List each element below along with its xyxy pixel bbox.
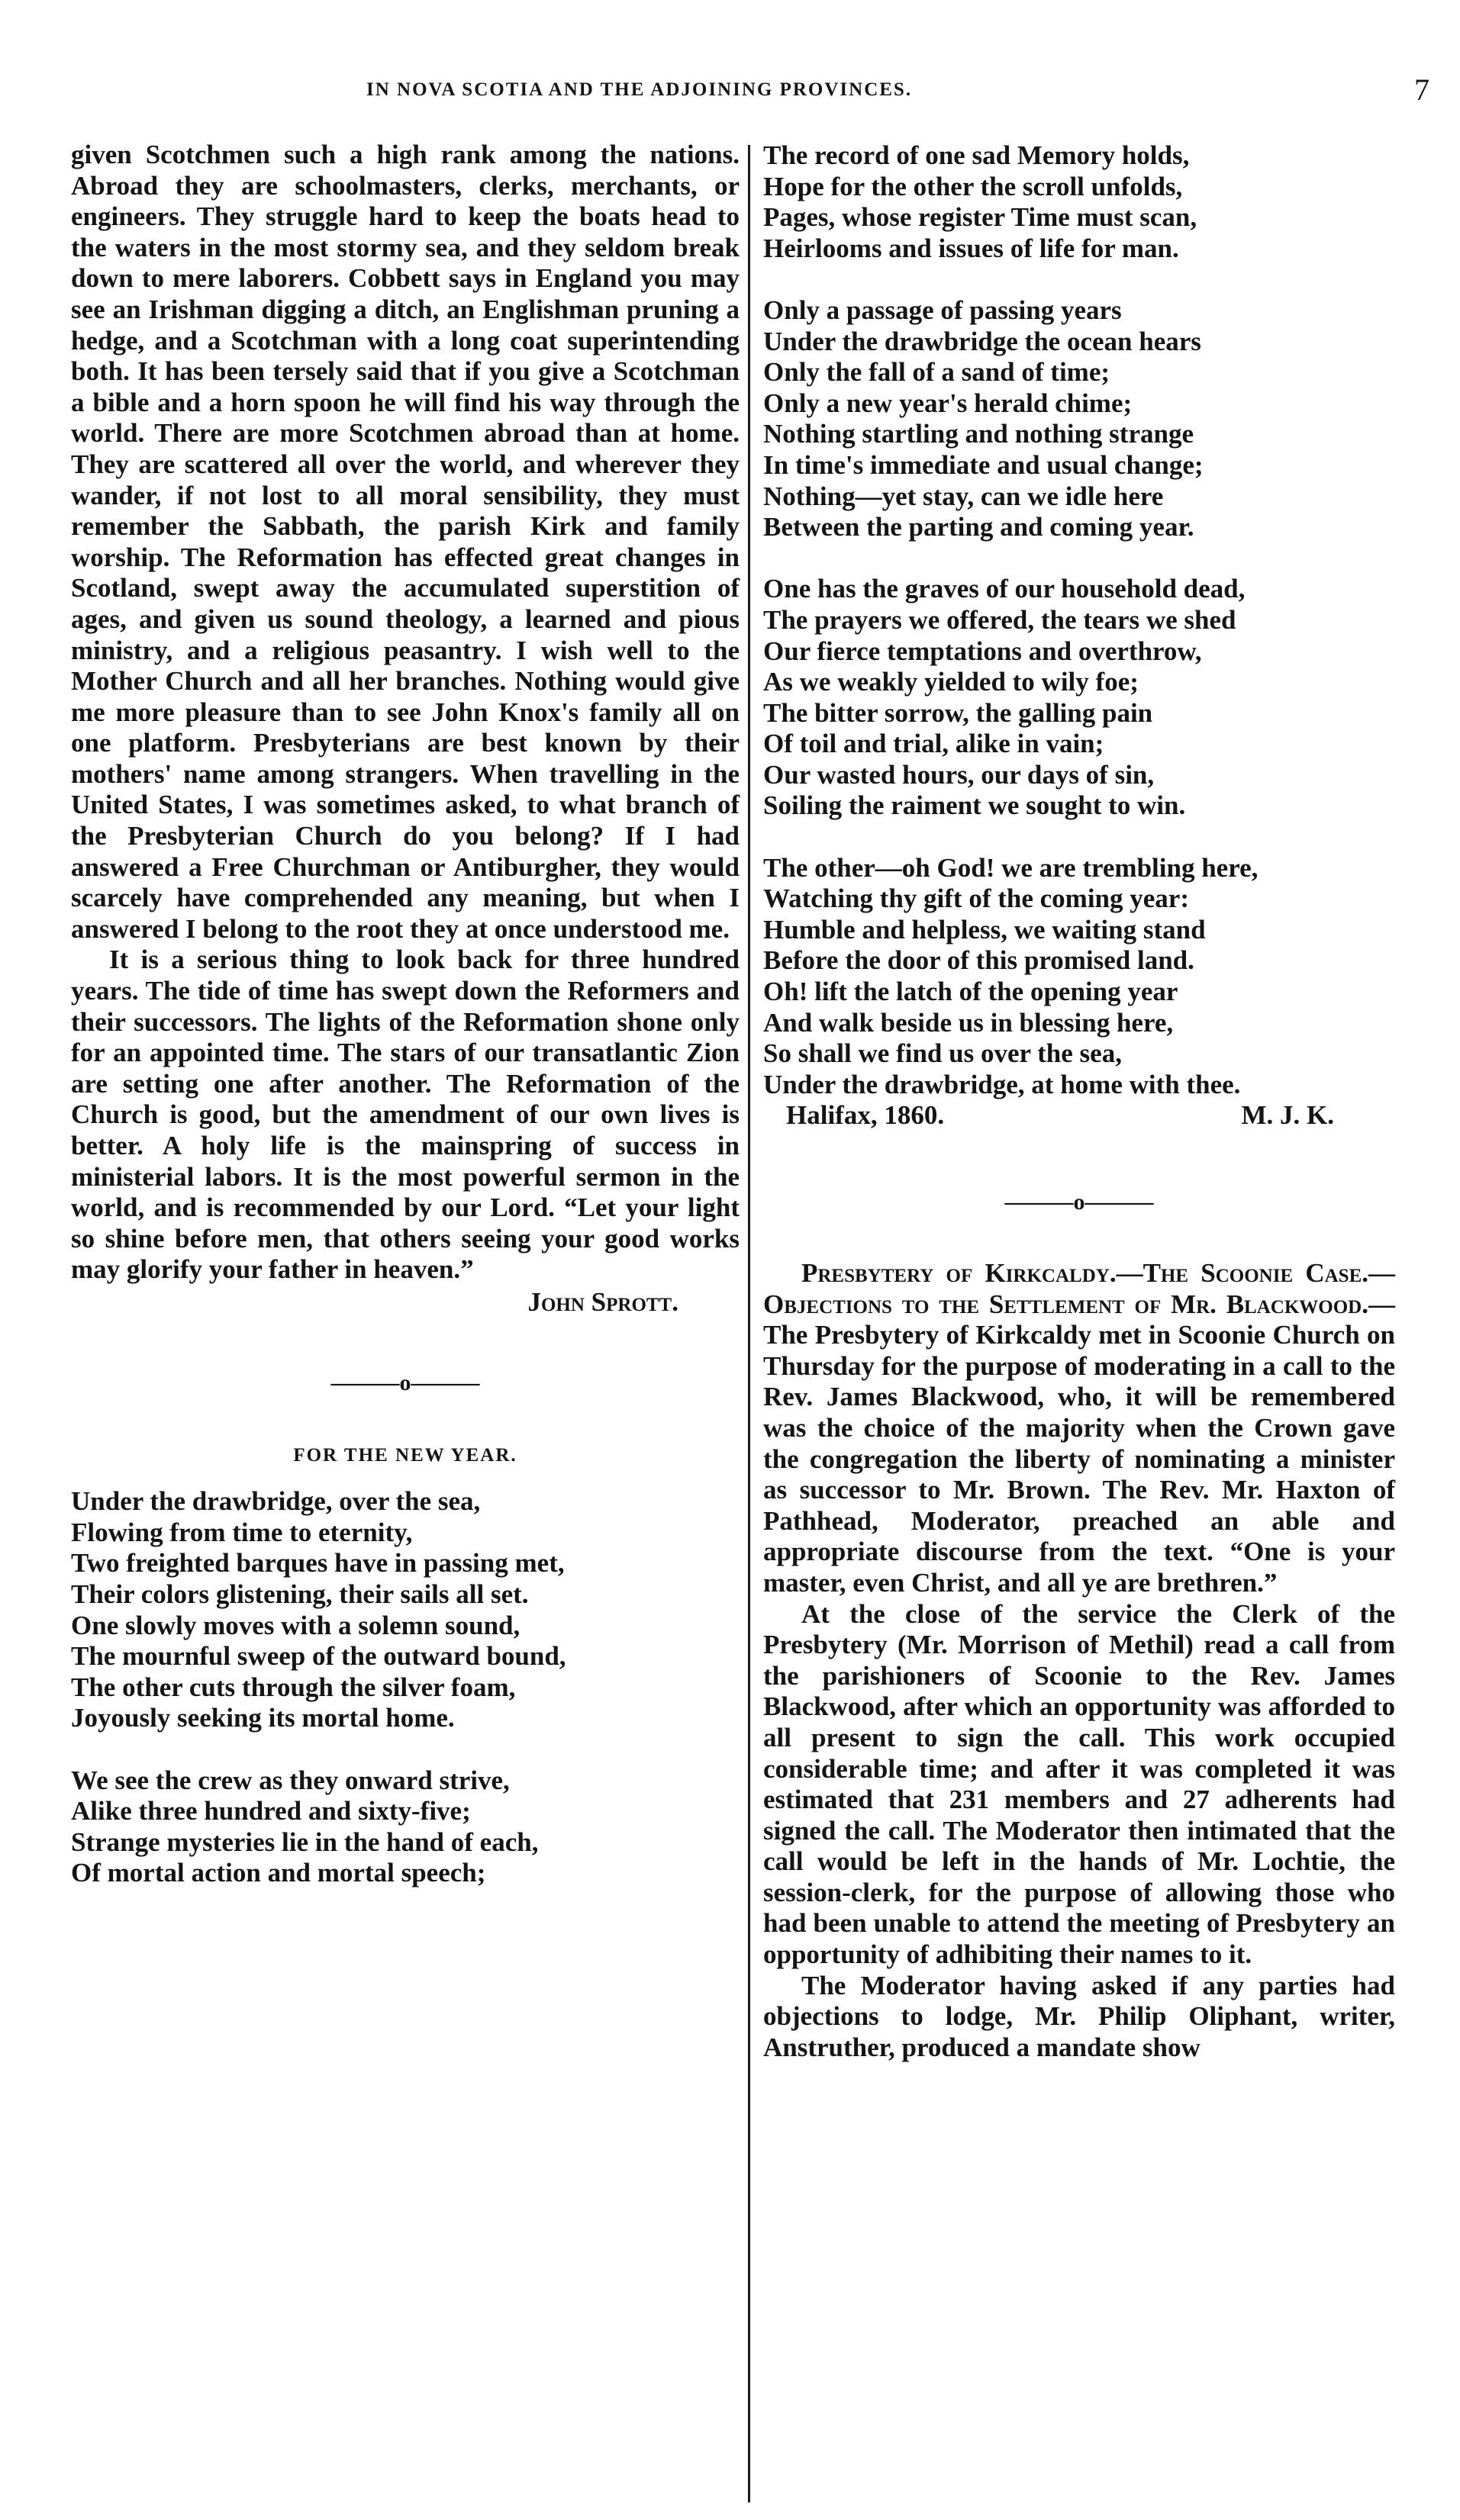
poem-stanza bbox=[763, 295, 1395, 543]
poem-stanza bbox=[763, 574, 1395, 822]
poem-line: Two freighted barques have in passing met, bbox=[71, 1548, 565, 1579]
poem-line: So shall we find us over the sea, bbox=[763, 1038, 1122, 1069]
news-report-paragraph: At the close of the service the Clerk of the Presbytery (Mr. Morrison of Methil) read a call from the parishioners of Scoonie to the Rev. James Blackwood, after which an opportunity was afforded to all present to sign the call. This work occupied considerable time; and after it was completed it was estimated that 231 members and 27 adherents had signed the call. The Moderator then intimated that the call would be left in the hands of Mr. Lochtie, the session-clerk, for the purpose of allowing those who had been unable to attend the meeting of Presbytery an opportunity of adhibiting their names to it. bbox=[763, 1598, 1395, 1970]
poem-line: Humble and helpless, we waiting stand bbox=[763, 914, 1206, 945]
poem-line: Of toil and trial, alike in vain; bbox=[763, 729, 1104, 759]
poem-line: Nothing—yet stay, can we idle here bbox=[763, 481, 1164, 511]
column-rule bbox=[748, 145, 750, 2502]
poem-line: Of mortal action and mortal speech; bbox=[71, 1858, 486, 1888]
poem-line: The other—oh God! we are trembling here, bbox=[763, 852, 1259, 883]
dateline-initials: M. J. K. bbox=[1241, 1100, 1334, 1131]
poem-line: In time's immediate and usual change; bbox=[763, 449, 1204, 480]
poem-line: One slowly moves with a solemn sound, bbox=[71, 1610, 521, 1640]
section-divider: ———o——— bbox=[1004, 1189, 1154, 1215]
poem-line: Under the drawbridge, at home with thee. bbox=[763, 1069, 1241, 1099]
poem-stanza bbox=[71, 1486, 740, 1734]
poem-line: Our wasted hours, our days of sin, bbox=[763, 759, 1155, 790]
poem-line: The other cuts through the silver foam, bbox=[71, 1672, 516, 1702]
essay-paragraph: It is a serious thing to look back for three hundred years. The tide of time has swept down the Reformers and their successors. The lights of the Reformation shone only for an appointed time. The stars of our transatlantic Zion are setting one after another. The Reformation of the Church is good, but the amendment of our own lives is better. A holy life is the mainspring of success in ministerial labors. It is the most powerful sermon in the world, and is recommended by our Lord. “Let your light so shine before men, that others seeing your good works may glorify your father in heaven.” bbox=[71, 945, 740, 1285]
section-divider: ———o——— bbox=[330, 1369, 480, 1395]
poem-line: Watching thy gift of the coming year: bbox=[763, 883, 1189, 914]
news-report-paragraph: The Moderator having asked if any parties had objections to lodge, Mr. Philip Oliphant, writer, Anstruther, produced a mandate show bbox=[763, 1970, 1395, 2062]
poem-stanza bbox=[763, 140, 1395, 264]
poem-line: Nothing startling and nothing strange bbox=[763, 419, 1194, 449]
poem-line: Under the drawbridge, over the sea, bbox=[71, 1486, 481, 1517]
report-text: The Presbytery of Kirkcaldy met in Scoonie Church on Thursday for the purpose of moderating in a call to the Rev. James Blackwood, who, it will be remembered was the choice of the majority when the Crown gave the congregation the liberty of nominating a minister as successor to Mr. Brown. The Rev. Mr. Haxton of Pathhead, Moderator, preached an able and appropriate discourse from the text. “One is your master, even Christ, and all ye are brethren.” bbox=[763, 1320, 1395, 1598]
poem-continued bbox=[763, 140, 1395, 1131]
poem-line: Between the parting and coming year. bbox=[763, 512, 1194, 542]
poem-line: The bitter sorrow, the galling pain bbox=[763, 697, 1153, 728]
poem bbox=[71, 1486, 740, 1889]
poem-stanza bbox=[763, 853, 1395, 1101]
poem-line: The record of one sad Memory holds, bbox=[763, 140, 1190, 170]
poem-dateline bbox=[763, 1100, 1395, 1131]
right-column bbox=[763, 140, 1395, 2063]
poem-line: Only a new year's herald chime; bbox=[763, 388, 1133, 418]
poem-line: And walk beside us in blessing here, bbox=[763, 1007, 1174, 1038]
poem-line: Alike three hundred and sixty-five; bbox=[71, 1796, 471, 1826]
poem-title: FOR THE NEW YEAR. bbox=[293, 1444, 517, 1466]
essay-paragraph: given Scotchmen such a high rank among the nations. Abroad they are schoolmasters, clerks, merchants, or engineers. They struggle hard to keep the boats head to the waters in the most stormy sea, and they seldom break down to mere laborers. Cobbett says in England you may see an Irishman digging a ditch, an Englishman pruning a hedge, and a Scotchman with a long coat superintending both. It has been tersely said that if you give a Scotchman a bible and a horn spoon he will find his way through the world. There are more Scotchmen abroad than at home. They are scattered all over the world, and wherever they wander, if not lost to all moral sensibility, they must remember the Sabbath, the parish Kirk and family worship. The Reformation has effected great changes in Scotland, swept away the accumulated superstition of ages, and given us sound theology, a learned and pious ministry, and a religious peasantry. I wish well to the Mother Church and all her branches. Nothing would give me more pleasure than to see John Knox's family all on one platform. Presbyterians are best known by their mothers' name among strangers. When travelling in the United States, I was sometimes asked, to what branch of the Presbyterian Church do you belong? If I had answered a Free Churchman or Antiburgher, they would scarcely have comprehended any meaning, but when I answered I belong to the root they at once understood me. bbox=[71, 140, 740, 944]
poem-line: Flowing from time to eternity, bbox=[71, 1517, 413, 1547]
poem-line: The prayers we offered, the tears we shed bbox=[763, 604, 1236, 635]
poem-line: Hope for the other the scroll unfolds, bbox=[763, 171, 1183, 201]
report-heading: Presbytery of Kirkcaldy.—The Scoonie Case.—Objections to the Settlement of Mr. Blackwood.— bbox=[763, 1258, 1395, 1319]
poem-line: Pages, whose register Time must scan, bbox=[763, 202, 1197, 233]
dateline-place: Halifax, 1860. bbox=[786, 1100, 945, 1131]
poem-line: Under the drawbridge the ocean hears bbox=[763, 326, 1201, 356]
poem-line: As we weakly yielded to wily foe; bbox=[763, 667, 1139, 697]
poem-line: Their colors glistening, their sails all set. bbox=[71, 1579, 529, 1609]
poem-line: Heirlooms and issues of life for man. bbox=[763, 233, 1179, 263]
poem-line: Only the fall of a sand of time; bbox=[763, 357, 1110, 388]
poem-line: Soiling the raiment we sought to win. bbox=[763, 790, 1186, 821]
running-title: IN NOVA SCOTIA AND THE ADJOINING PROVINCES. bbox=[366, 79, 913, 100]
poem-line: The mournful sweep of the outward bound, bbox=[71, 1641, 566, 1672]
poem-line: Before the door of this promised land. bbox=[763, 945, 1194, 976]
left-column bbox=[71, 140, 740, 1920]
news-report-paragraph bbox=[763, 1258, 1395, 1599]
poem-line: Only a passage of passing years bbox=[763, 294, 1122, 325]
author-signature: John Sprott. bbox=[527, 1286, 678, 1317]
poem-line: We see the crew as they onward strive, bbox=[71, 1765, 510, 1795]
page-number: 7 bbox=[1414, 72, 1429, 107]
poem-line: Our fierce temptations and overthrow, bbox=[763, 636, 1202, 666]
poem-line: Strange mysteries lie in the hand of each, bbox=[71, 1826, 539, 1857]
poem-line: Oh! lift the latch of the opening year bbox=[763, 977, 1178, 1007]
poem-line: One has the graves of our household dead, bbox=[763, 574, 1246, 604]
poem-line: Joyously seeking its mortal home. bbox=[71, 1703, 455, 1733]
poem-stanza bbox=[71, 1765, 740, 1889]
